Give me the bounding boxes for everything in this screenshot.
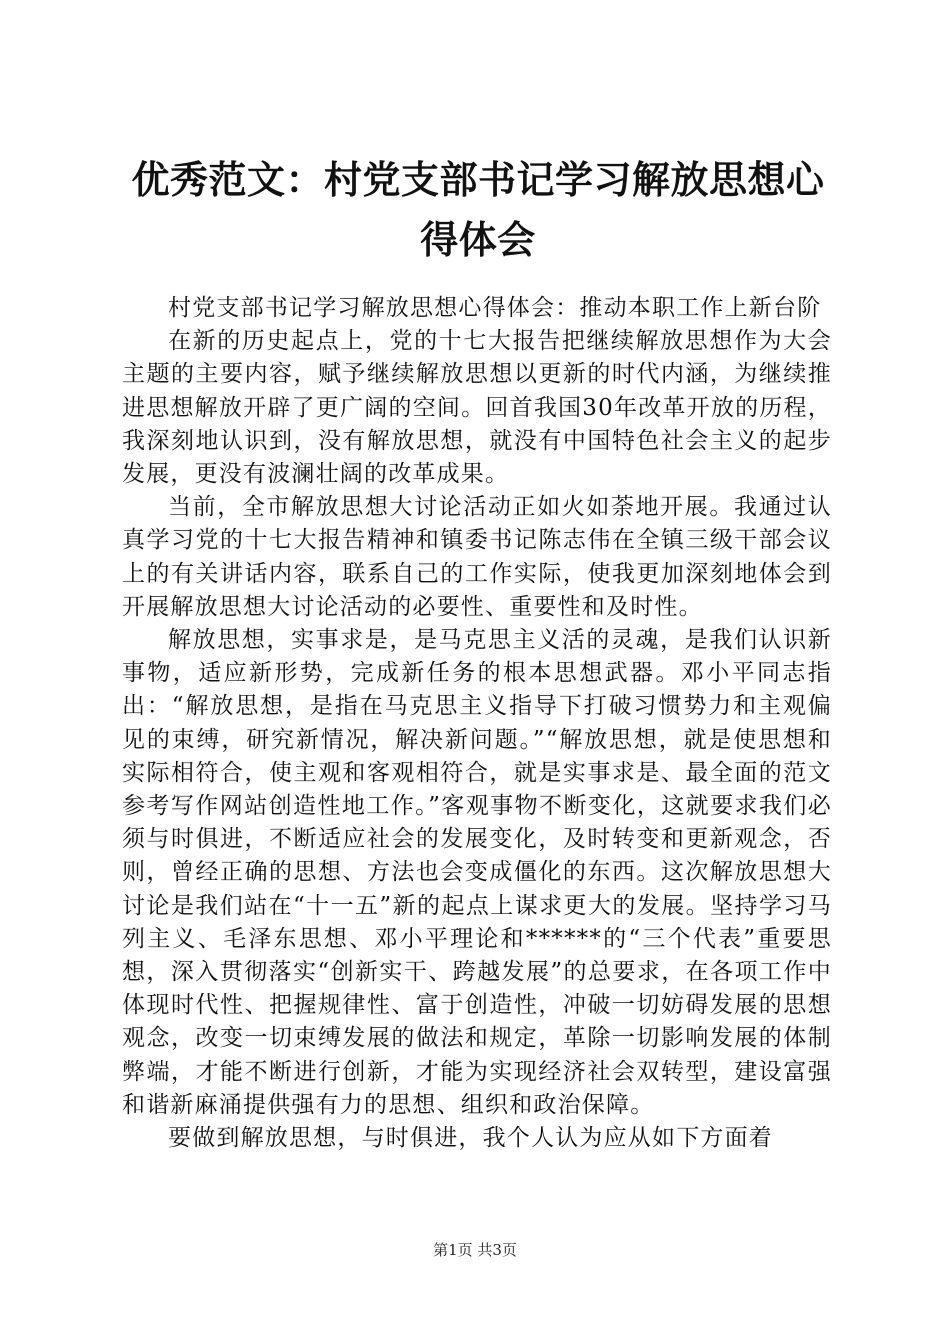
page-number-footer: 第1页 共3页 xyxy=(433,1241,517,1259)
body-paragraph: 解放思想，实事求是，是马克思主义活的灵魂，是我们认识新事物，适应新形势，完成新任务的根本思想武器。邓小平同志指出：“解放思想，是指在马克思主义指导下打破习惯势力和主观偏见的束缚，研究新情况，解决新问题。”“解放思想，就是使思想和实际相符合，使主观和客观相符合，就是实事求是、最全面的范文参考写作网站创造性地工作。”客观事物不断变化，这就要求我们必须与时俱进，不断适应社会的发展变化，及时转变和更新观念，否则，曾经正确的思想、方法也会变成僵化的东西。这次解放思想大讨论是我们站在“十一五”新的起点上谋求更大的发展。坚持学习马列主义、毛泽东思想、邓小平理论和******的“三个代表”重要思想，深入贯彻落实“创新实干、跨越发展”的总要求，在各项工作中体现时代性、把握规律性、富于创造性，冲破一切妨碍发展的思想观念，改变一切束缚发展的做法和规定，革除一切影响发展的体制弊端，才能不断进行创新，才能为实现经济社会双转型，建设富强和谐新麻涌提供强有力的思想、组织和政治保障。 xyxy=(122,627,832,1118)
body-paragraph: 在新的历史起点上，党的十七大报告把继续解放思想作为大会主题的主要内容，赋予继续解放思想以更新的时代内涵，为继续推进思想解放开辟了更广阔的空间。回首我国30年改革开放的历程，我深刻地认识到，没有解放思想，就没有中国特色社会主义的起步发展，更没有波澜壮阔的改革成果。 xyxy=(122,328,832,488)
body-paragraph: 要做到解放思想，与时俱进，我个人认为应从如下方面着 xyxy=(168,1125,773,1152)
page-title: 优秀范文：村党支部书记学习解放思想心得体会 xyxy=(131,157,825,262)
body-paragraph: 当前，全市解放思想大讨论活动正如火如荼地开展。我通过认真学习党的十七大报告精神和镇委书记陈志伟在全镇三级干部会议上的有关讲话内容，联系自己的工作实际，使我更加深刻地体会到开展解放思想大讨论活动的必要性、重要性和及时性。 xyxy=(122,494,832,620)
subtitle-paragraph: 村党支部书记学习解放思想心得体会：推动本职工作上新台阶 xyxy=(168,295,822,321)
document-body xyxy=(122,292,832,1155)
